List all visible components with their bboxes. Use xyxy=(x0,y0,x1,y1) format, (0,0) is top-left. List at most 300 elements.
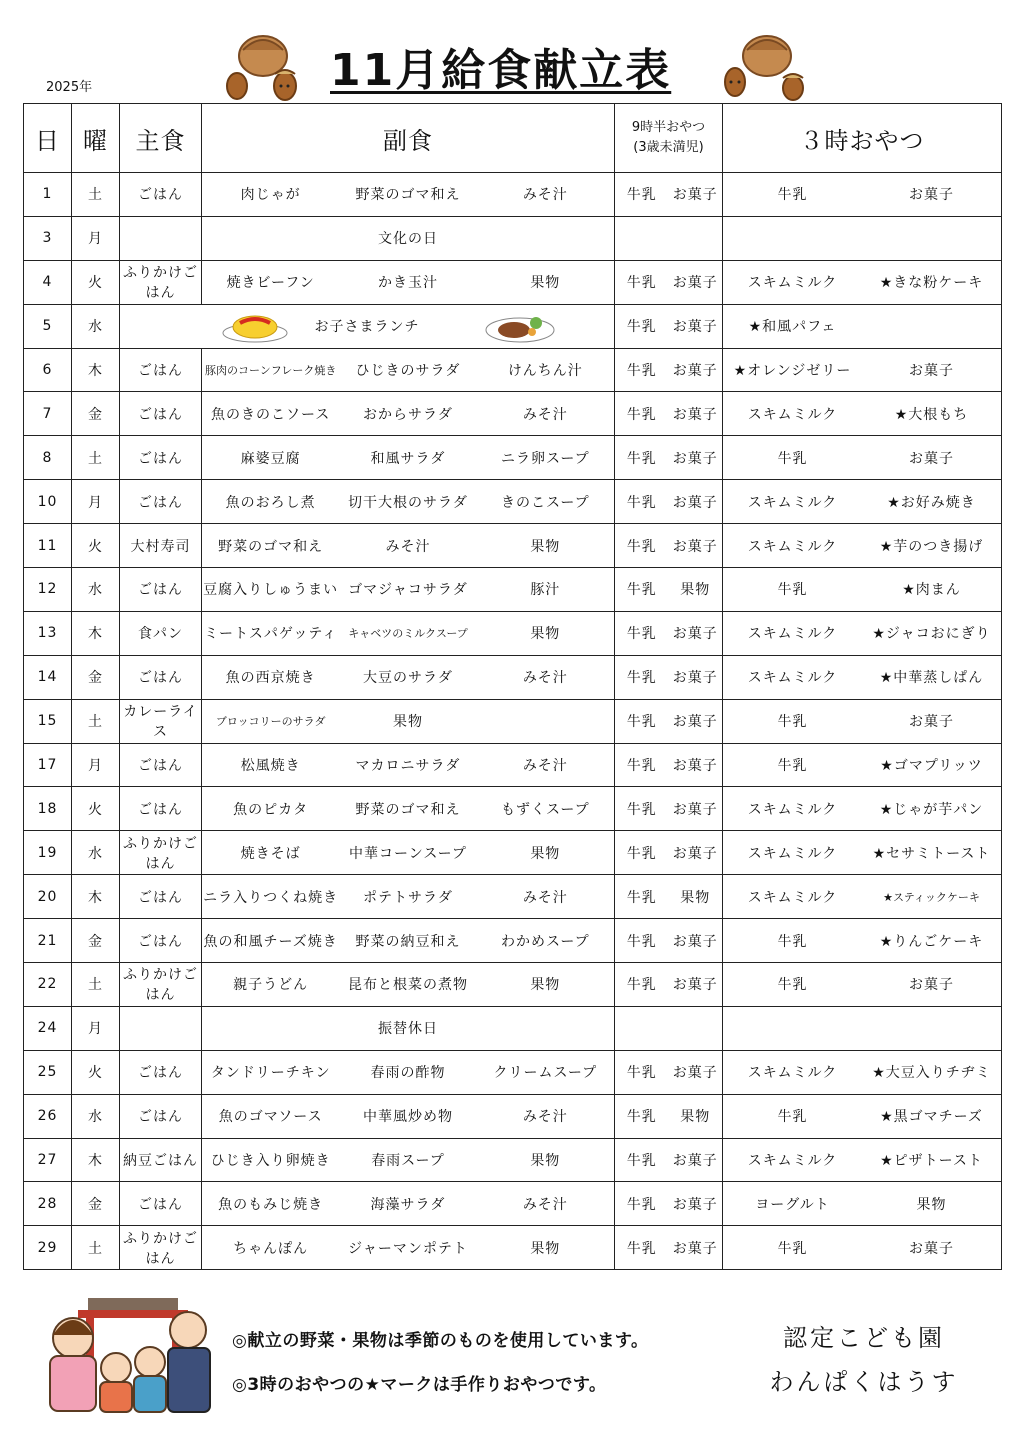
day-cell: 7 xyxy=(24,392,72,436)
snack3-item: ★オレンジゼリー xyxy=(733,363,852,379)
snack930-item: 牛乳 xyxy=(626,319,657,336)
table-row xyxy=(24,348,1002,392)
footer-note-seasonal: ◎献立の野菜・果物は季節のものを使用しています。 xyxy=(232,1331,649,1351)
table-row xyxy=(24,173,1002,217)
snack3-cell xyxy=(723,480,1002,524)
snack3-cell xyxy=(723,392,1002,436)
staple-cell xyxy=(120,1006,202,1050)
staple-cell: ふりかけごはん xyxy=(120,1226,202,1270)
sides-list xyxy=(202,667,614,687)
snack3-cell xyxy=(723,655,1002,699)
holiday-cell: 文化の日 xyxy=(202,216,615,260)
snack3-list xyxy=(723,1150,1001,1170)
snack930-cell xyxy=(615,1138,723,1182)
sides-cell xyxy=(202,348,615,392)
side-dish: 魚のピカタ xyxy=(233,801,309,818)
snack930-cell xyxy=(615,1226,723,1270)
snack3-cell xyxy=(723,875,1002,919)
snack3-item: スキムミルク xyxy=(747,275,838,292)
snack930-list xyxy=(615,623,722,643)
snack3-list xyxy=(723,404,1001,424)
snack930-cell xyxy=(615,743,723,787)
snack3-cell xyxy=(723,1006,1002,1050)
snack3-item: スキムミルク xyxy=(747,538,838,555)
snack3-cell xyxy=(723,787,1002,831)
sides-list xyxy=(202,1238,614,1258)
snack3-cell xyxy=(723,919,1002,963)
snack3-item: 果物 xyxy=(916,1196,947,1213)
side-dish: みそ汁 xyxy=(522,1196,568,1213)
table-row xyxy=(24,875,1002,919)
sides-cell xyxy=(202,699,615,743)
staple-cell: ごはん xyxy=(120,1050,202,1094)
snack3-item: スキムミルク xyxy=(747,494,838,511)
side-dish: 焼きそば xyxy=(240,845,301,862)
kids-lunch-label: お子さまランチ xyxy=(314,319,420,336)
side-dish: 和風サラダ xyxy=(370,450,446,467)
side-dish: 焼きビーフン xyxy=(226,275,315,292)
side-dish: 切干大根のサラダ xyxy=(348,494,468,511)
side-dish: ひじき入り卵焼き xyxy=(210,1153,331,1170)
snack930-cell xyxy=(615,436,723,480)
table-row xyxy=(24,392,1002,436)
snack930-item: お菓子 xyxy=(672,933,718,950)
snack930-line1: 9時半おやつ xyxy=(631,120,706,135)
staple-cell: ごはん xyxy=(120,480,202,524)
staple-cell: カレーライス xyxy=(120,699,202,743)
table-row xyxy=(24,260,1002,304)
snack3-item: お菓子 xyxy=(909,363,954,379)
staple-cell: 納豆ごはん xyxy=(120,1138,202,1182)
snack3-item: ★お好み焼き xyxy=(887,494,976,511)
table-row xyxy=(24,216,1002,260)
side-dish: 野菜のゴマ和え xyxy=(355,187,461,204)
weekday-cell: 水 xyxy=(72,831,120,875)
day-cell: 6 xyxy=(24,348,72,392)
snack930-list xyxy=(615,536,722,556)
snack3-item: スキムミルク xyxy=(747,406,838,423)
staple-cell: ごはん xyxy=(120,173,202,217)
snack930-cell xyxy=(615,524,723,568)
side-dish: みそ汁 xyxy=(522,1109,568,1126)
snack3-item: ★じゃが芋パン xyxy=(879,801,984,818)
side-dish: もずくスープ xyxy=(501,801,590,818)
snack930-item: お菓子 xyxy=(672,494,718,511)
day-cell: 10 xyxy=(24,480,72,524)
sides-list xyxy=(202,974,614,994)
snack930-cell xyxy=(615,831,723,875)
sides-list xyxy=(202,1106,614,1126)
snack930-item: 牛乳 xyxy=(626,1196,657,1213)
staple-cell: ごはん xyxy=(120,436,202,480)
sides-cell xyxy=(202,1182,615,1226)
day-cell: 24 xyxy=(24,1006,72,1050)
column-sides: 副食 xyxy=(202,104,615,173)
side-dish: マカロニサラダ xyxy=(355,758,461,775)
snack3-list xyxy=(723,799,1001,819)
table-row xyxy=(24,787,1002,831)
sides-cell xyxy=(202,392,615,436)
snack3-item: 牛乳 xyxy=(777,582,808,599)
snack3-cell xyxy=(723,436,1002,480)
holiday-cell: 振替休日 xyxy=(202,1006,615,1050)
snack3-list xyxy=(723,667,1001,687)
sides-cell xyxy=(202,1138,615,1182)
sides-cell xyxy=(202,875,615,919)
snack3-cell xyxy=(723,173,1002,217)
snack930-item: 牛乳 xyxy=(626,494,657,511)
snack930-cell xyxy=(615,1094,723,1138)
sides-list xyxy=(202,623,614,643)
side-dish: 魚の西京焼き xyxy=(225,670,316,687)
snack930-list xyxy=(615,272,722,292)
side-dish: 中華コーンスープ xyxy=(349,845,467,862)
snack3-item: スキムミルク xyxy=(747,889,838,906)
side-dish: ジャーマンポテト xyxy=(348,1240,468,1257)
snack930-cell xyxy=(615,611,723,655)
snack3-cell xyxy=(723,568,1002,612)
snack930-list xyxy=(615,667,722,687)
staple-cell: ごはん xyxy=(120,919,202,963)
snack3-item: ★ジャコおにぎり xyxy=(872,626,991,643)
day-cell: 13 xyxy=(24,611,72,655)
snack3-list xyxy=(723,536,1001,556)
weekday-cell: 火 xyxy=(72,260,120,304)
sides-list xyxy=(202,1194,614,1214)
side-dish: 果物 xyxy=(530,977,561,994)
snack930-cell xyxy=(615,1050,723,1094)
footer-note-homemade: ◎3時のおやつの★マークは手作りおやつです。 xyxy=(232,1375,607,1395)
snack3-item: ヨーグルト xyxy=(755,1196,830,1213)
sides-cell xyxy=(202,963,615,1007)
snack3-item: 牛乳 xyxy=(777,933,808,950)
side-dish: 春雨スープ xyxy=(371,1153,445,1170)
snack930-cell xyxy=(615,919,723,963)
sides-list xyxy=(202,184,614,204)
sides-list xyxy=(202,404,614,424)
staple-cell: ごはん xyxy=(120,1094,202,1138)
sides-cell xyxy=(202,743,615,787)
snack930-item: 牛乳 xyxy=(626,582,657,599)
side-dish: みそ汁 xyxy=(522,187,568,204)
chestnut-illustration xyxy=(715,28,810,103)
day-cell: 27 xyxy=(24,1138,72,1182)
day-cell: 28 xyxy=(24,1182,72,1226)
weekday-cell: 月 xyxy=(72,480,120,524)
snack3-list xyxy=(723,360,1001,380)
table-row xyxy=(24,524,1002,568)
weekday-cell: 木 xyxy=(72,875,120,919)
snack3-list xyxy=(723,887,1001,907)
snack930-cell xyxy=(615,963,723,1007)
snack3-item: 牛乳 xyxy=(777,450,808,467)
staple-cell: ふりかけごはん xyxy=(120,831,202,875)
snack3-item: ★スティックケーキ xyxy=(883,890,980,904)
sides-list xyxy=(202,448,614,468)
snack930-item: お菓子 xyxy=(672,670,718,687)
sides-list xyxy=(202,579,614,599)
staple-cell: 食パン xyxy=(120,611,202,655)
side-dish: 魚の和風チーズ焼き xyxy=(203,933,338,950)
day-cell: 3 xyxy=(24,216,72,260)
snack3-list xyxy=(723,711,1001,731)
side-dish: 果物 xyxy=(530,275,561,292)
table-row xyxy=(24,1226,1002,1270)
snack930-item: お菓子 xyxy=(672,626,718,643)
side-dish: ちゃんぽん xyxy=(233,1240,309,1257)
sides-list xyxy=(202,711,614,731)
side-dish: 海藻サラダ xyxy=(370,1196,446,1213)
day-cell: 22 xyxy=(24,963,72,1007)
day-cell: 8 xyxy=(24,436,72,480)
weekday-cell: 金 xyxy=(72,919,120,963)
snack3-cell xyxy=(723,1226,1002,1270)
snack930-list xyxy=(615,360,722,380)
page-title: 11月給食献立表 xyxy=(330,45,672,96)
snack3-cell xyxy=(723,699,1002,743)
weekday-cell: 金 xyxy=(72,655,120,699)
snack930-item: お菓子 xyxy=(672,977,718,994)
side-dish: 果物 xyxy=(530,845,561,862)
side-dish: ニラ卵スープ xyxy=(501,450,590,467)
staple-cell: ふりかけごはん xyxy=(120,260,202,304)
snack3-list xyxy=(723,843,1001,863)
snack930-list xyxy=(615,755,722,775)
day-cell: 26 xyxy=(24,1094,72,1138)
snack3-item: 牛乳 xyxy=(777,758,808,775)
snack930-cell xyxy=(615,787,723,831)
snack930-cell xyxy=(615,173,723,217)
snack930-item: 牛乳 xyxy=(626,450,657,467)
snack930-item: 果物 xyxy=(680,889,711,906)
side-dish: 果物 xyxy=(530,538,561,555)
sides-list xyxy=(202,272,614,292)
day-cell: 20 xyxy=(24,875,72,919)
snack3-item: お菓子 xyxy=(909,450,954,467)
snack930-item: お菓子 xyxy=(672,801,718,818)
snack930-list xyxy=(615,1062,722,1082)
snack930-item: 牛乳 xyxy=(626,363,657,379)
side-dish: みそ汁 xyxy=(522,889,568,906)
weekday-cell: 火 xyxy=(72,1050,120,1094)
snack3-item: スキムミルク xyxy=(747,670,838,687)
staple-cell: ごはん xyxy=(120,568,202,612)
snack3-list xyxy=(723,492,1001,512)
sides-list xyxy=(202,1150,614,1170)
sides-cell xyxy=(202,1050,615,1094)
column-snack-930 xyxy=(615,104,723,173)
snack930-item: お菓子 xyxy=(672,275,718,292)
kids-lunch xyxy=(120,305,614,348)
column-staple: 主食 xyxy=(120,104,202,173)
snack930-cell xyxy=(615,216,723,260)
year-label: 2025年 xyxy=(46,80,93,95)
side-dish: 豆腐入りしゅうまい xyxy=(203,582,339,599)
snack3-item: ★芋のつき揚げ xyxy=(879,538,984,555)
weekday-cell: 土 xyxy=(72,1226,120,1270)
snack930-list xyxy=(615,1194,722,1214)
side-dish: 魚のきのこソース xyxy=(211,406,331,423)
snack930-line2: (3歳未満児) xyxy=(633,140,704,155)
sides-cell xyxy=(202,260,615,304)
weekday-cell: 木 xyxy=(72,611,120,655)
side-dish: タンドリーチキン xyxy=(210,1065,331,1082)
sides-list xyxy=(202,799,614,819)
table-row xyxy=(24,743,1002,787)
snack3-item: スキムミルク xyxy=(747,801,838,818)
snack930-item: お菓子 xyxy=(672,1153,718,1170)
snack930-cell xyxy=(615,392,723,436)
snack930-item: 牛乳 xyxy=(626,1065,657,1082)
table-row xyxy=(24,436,1002,480)
snack3-item: ★中華蒸しぱん xyxy=(879,670,984,687)
column-day: 日 xyxy=(24,104,72,173)
day-cell: 11 xyxy=(24,524,72,568)
snack3-item: ★ゴマプリッツ xyxy=(880,758,983,775)
side-dish: ポテトサラダ xyxy=(363,889,453,906)
sides-list xyxy=(202,1062,614,1082)
family-shrine-illustration xyxy=(28,1290,218,1418)
day-cell: 5 xyxy=(24,304,72,348)
snack930-item: お菓子 xyxy=(672,845,718,862)
snack3-item: スキムミルク xyxy=(747,1153,838,1170)
weekday-cell: 火 xyxy=(72,524,120,568)
snack930-list xyxy=(615,843,722,863)
column-weekday: 曜 xyxy=(72,104,120,173)
side-dish: 魚のゴマソース xyxy=(218,1109,323,1126)
snack3-item: ★きな粉ケーキ xyxy=(879,275,984,292)
snack930-cell xyxy=(615,348,723,392)
snack930-item: お菓子 xyxy=(672,319,718,336)
weekday-cell: 水 xyxy=(72,568,120,612)
snack930-item: 果物 xyxy=(680,1109,711,1126)
side-dish: 果物 xyxy=(392,714,423,731)
weekday-cell: 月 xyxy=(72,216,120,260)
side-dish: 果物 xyxy=(530,1240,561,1257)
staple-cell: ごはん xyxy=(120,348,202,392)
sides-cell xyxy=(202,831,615,875)
snack3-cell xyxy=(723,216,1002,260)
snack3-cell xyxy=(723,524,1002,568)
snack3-item: 牛乳 xyxy=(777,714,808,731)
sides-list xyxy=(202,931,614,951)
staple-cell: ごはん xyxy=(120,655,202,699)
snack3-item: ★肉まん xyxy=(902,582,961,599)
side-dish: ニラ入りつくね焼き xyxy=(203,889,339,906)
snack930-item: お菓子 xyxy=(672,363,718,379)
side-dish: ミートスパゲッティ xyxy=(204,626,338,643)
sides-cell xyxy=(202,436,615,480)
side-dish: 中華風炒め物 xyxy=(362,1109,453,1126)
snack3-item: お菓子 xyxy=(909,714,954,731)
staple-cell: 大村寿司 xyxy=(120,524,202,568)
omelette-rice-illustration xyxy=(220,309,290,343)
snack930-item: お菓子 xyxy=(672,1065,718,1082)
snack930-cell xyxy=(615,480,723,524)
side-dish: おからサラダ xyxy=(363,406,453,423)
snack930-item: 牛乳 xyxy=(626,933,657,950)
sides-list xyxy=(202,492,614,512)
snack930-item: お菓子 xyxy=(672,406,718,423)
snack930-item: 牛乳 xyxy=(626,758,657,775)
hamburg-steak-illustration xyxy=(484,308,556,344)
side-dish: 親子うどん xyxy=(233,977,309,994)
weekday-cell: 木 xyxy=(72,348,120,392)
snack3-cell xyxy=(723,1094,1002,1138)
table-row xyxy=(24,611,1002,655)
snack930-cell xyxy=(615,875,723,919)
snack3-list xyxy=(723,623,1001,643)
snack3-item: お菓子 xyxy=(909,977,954,994)
snack3-cell xyxy=(723,743,1002,787)
table-row xyxy=(24,304,1002,348)
side-dish: ゴマジャコサラダ xyxy=(348,582,468,599)
table-header-row xyxy=(24,104,1002,173)
snack3-list xyxy=(723,579,1001,599)
school-name-line1: 認定こども園 xyxy=(783,1324,945,1352)
staple-cell: ふりかけごはん xyxy=(120,963,202,1007)
snack930-item: 牛乳 xyxy=(626,977,657,994)
staple-cell: ごはん xyxy=(120,392,202,436)
sides-cell xyxy=(202,568,615,612)
snack3-cell xyxy=(723,1138,1002,1182)
snack3-list xyxy=(723,1106,1001,1126)
snack3-list xyxy=(723,448,1001,468)
snack930-list xyxy=(615,404,722,424)
day-cell: 19 xyxy=(24,831,72,875)
snack3-item: お菓子 xyxy=(909,1240,954,1257)
side-dish: かき玉汁 xyxy=(377,275,438,292)
snack3-item: ★黒ゴマチーズ xyxy=(880,1109,983,1126)
snack930-item: 果物 xyxy=(680,582,711,599)
sides-cell xyxy=(202,787,615,831)
snack930-item: お菓子 xyxy=(672,187,718,204)
chestnut-illustration xyxy=(215,28,310,103)
snack3-list xyxy=(723,316,1001,336)
snack930-item: お菓子 xyxy=(672,1240,718,1257)
snack930-item: 牛乳 xyxy=(626,626,657,643)
table-row xyxy=(24,1006,1002,1050)
snack930-cell xyxy=(615,304,723,348)
day-cell: 21 xyxy=(24,919,72,963)
day-cell: 15 xyxy=(24,699,72,743)
weekday-cell: 木 xyxy=(72,1138,120,1182)
snack930-item: 牛乳 xyxy=(626,1153,657,1170)
table-row xyxy=(24,480,1002,524)
day-cell: 14 xyxy=(24,655,72,699)
snack3-cell xyxy=(723,348,1002,392)
snack930-list xyxy=(615,316,722,336)
snack3-list xyxy=(723,1238,1001,1258)
side-dish: みそ汁 xyxy=(522,406,568,423)
table-row xyxy=(24,699,1002,743)
snack930-item: 牛乳 xyxy=(626,801,657,818)
table-row xyxy=(24,831,1002,875)
day-cell: 12 xyxy=(24,568,72,612)
side-dish: ブロッコリーのサラダ xyxy=(215,715,326,729)
side-dish: 昆布と根菜の煮物 xyxy=(347,977,468,994)
snack930-cell xyxy=(615,1182,723,1226)
snack3-list xyxy=(723,272,1001,292)
snack930-item: 牛乳 xyxy=(626,889,657,906)
snack3-item: スキムミルク xyxy=(747,1065,838,1082)
snack930-list xyxy=(615,184,722,204)
table-row xyxy=(24,1094,1002,1138)
side-dish: きのこスープ xyxy=(501,494,590,511)
side-dish: みそ汁 xyxy=(385,538,431,555)
side-dish: 果物 xyxy=(530,1153,561,1170)
snack3-item: ★ピザトースト xyxy=(880,1153,983,1170)
